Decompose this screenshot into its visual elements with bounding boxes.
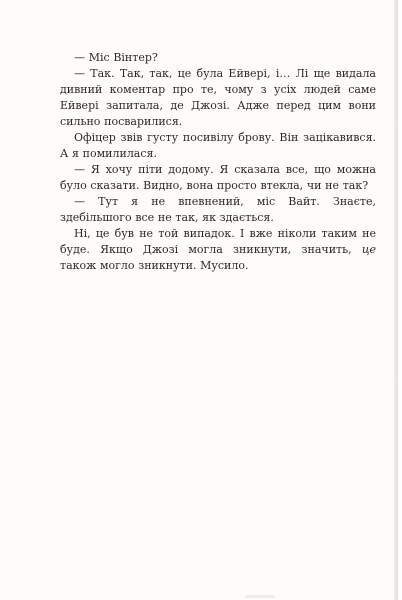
paragraph-5: — Тут я не впевнений, міс Вайт. Знаєте, здебільшого все не так, як здається.	[60, 195, 376, 224]
paragraph-6-start: Ні, це був не той випадок. І вже ніколи таким не буде. Якщо Джозі могла зникнути, значить,	[60, 227, 376, 256]
paragraph-6-end: також могло зникнути. Мусило.	[60, 259, 249, 272]
paragraph-6	[60, 226, 376, 274]
paragraph-2: — Так. Так, так, це була Ейвері, і… Лі ще видала дивний коментар про те, чому з усіх людей саме Ейвері запитала, де Джозі. Адже перед цим вони сильно посварилися.	[60, 67, 376, 128]
paragraph-1: — Міс Вінтер?	[74, 51, 158, 64]
body-text	[60, 50, 376, 274]
bottom-mark	[245, 595, 275, 598]
paragraph-3: Офіцер звів густу посивілу брову. Він зацікавився. А я помилилася.	[60, 131, 376, 160]
page-edge	[394, 0, 398, 600]
paragraph-4: — Я хочу піти додому. Я сказала все, що можна було сказати. Видно, вона просто втекла, чи не так?	[60, 163, 376, 192]
paragraph-6-emphasis: це	[361, 243, 376, 256]
